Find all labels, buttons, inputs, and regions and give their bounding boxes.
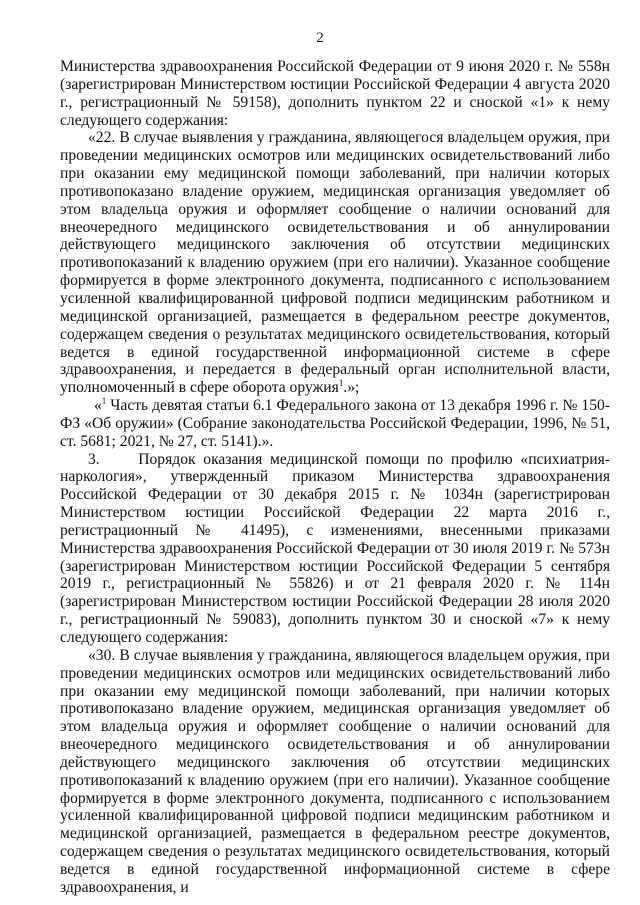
paragraph-text: 3. Порядок оказания медицинской помощи по профилю «психиатрия-наркология», утвержденный приказом Министерства здравоохранения Российской Федерации от 30 декабря 2015 г. № 1034н (зарегистрирован Министерством юстиции Российской Федерации 22 марта 2016 г., регистрационный № 41495), с изменениями, внесенными приказами Министерства здравоохранения Российской Федерации от 30 июля 2019 г. № 573н (зарегистрирован Министерством юстиции Российской Федерации 5 сентября 2019 г., регистрационный № 55826) и от 21 февраля 2020 г. № 114н (зарегистрирован Министерством юстиции Российской Федерации 28 июля 2020 г., регистрационный № 59083), дополнить пунктом 30 и сноской «7» к нему следующего содержания: (60, 450, 610, 646)
footnote-text: Часть девятая статьи 6.1 Федерального закона от 13 декабря 1996 г. № 150-ФЗ «Об оружии» (Собрание законодательства Российской Федерации, 1996, № 51, ст. 5681; 2021, № 27, ст. 5141).». (60, 397, 610, 450)
paragraph-text: Министерства здравоохранения Российской Федерации от 9 июня 2020 г. № 558н (зарегистрирован Министерством юстиции Российской Федерации 4 августа 2020 г., регистрационный № 59158), дополнить пунктом 22 и сноской «1» к нему следующего содержания: (60, 58, 610, 129)
paragraph-item-3 (60, 451, 610, 647)
paragraph-text-end: .»; (343, 379, 360, 397)
paragraph-point-22 (60, 129, 610, 397)
paragraph-footnote-1 (60, 397, 610, 451)
footnote-marker: 1 (338, 378, 344, 388)
paragraph-amendment-intro (60, 58, 610, 129)
paragraph-text: «30. В случае выявления у гражданина, являющегося владельцем оружия, при проведении медицинских осмотров или медицинских освидетельствований либо при оказании ему медицинской помощи заболеваний, при наличии которых противопоказано владение оружием, медицинская организация уведомляет об этом владельца оружия и оформляет сообщение о наличии оснований для внеочередного медицинского освидетельствования и об аннулировании действующего медицинского заключения об отсутствии медицинских противопоказаний к владению оружием (при его наличии). Указанное сообщение формируется в форме электронного документа, подписанного с использованием усиленной квалифицированной цифровой подписи медицинским работником и медицинской организацией, размещается в федеральном реестре документов, содержащем сведения о результатах медицинского освидетельствования, который ведется в единой государственной информационной системе в сфере здравоохранения, и (60, 646, 610, 896)
footnote-open-quote: « (94, 397, 102, 415)
paragraph-text: «22. В случае выявления у гражданина, являющегося владельцем оружия, при проведении медицинских осмотров или медицинских освидетельствований либо при оказании ему медицинской помощи заболеваний, при наличии которых противопоказано владение оружием, медицинская организация уведомляет об этом владельца оружия и оформляет сообщение о наличии оснований для внеочередного медицинского освидетельствования и об аннулировании действующего медицинского заключения об отсутствии медицинских противопоказаний к владению оружием (при его наличии). Указанное сообщение формируется в форме электронного документа, подписанного с использованием усиленной квалифицированной цифровой подписи медицинским работником и медицинской организацией, размещается в федеральном реестре документов, содержащем сведения о результатах медицинского освидетельствования, который ведется в единой государственной информационной системе в сфере здравоохранения, и передается в федеральный орган исполнительной власти, уполномоченный в сфере оборота оружия (60, 129, 610, 397)
footnote-marker: 1 (101, 395, 107, 406)
paragraph-point-30 (60, 647, 610, 897)
document-body (60, 58, 610, 897)
page-number: 2 (316, 30, 324, 46)
